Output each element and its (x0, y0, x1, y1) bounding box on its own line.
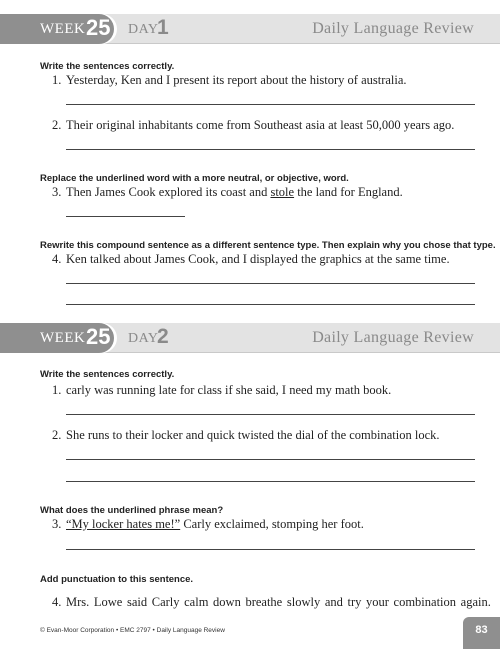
day-label: DAY (128, 331, 159, 346)
exercise-item (52, 383, 391, 398)
answer-line[interactable] (66, 481, 475, 482)
instruction: Add punctuation to this sentence. (40, 574, 194, 585)
instruction: Rewrite this compound sentence as a different sentence type. Then explain why you chose that type. (40, 240, 496, 251)
section-title: Daily Language Review (312, 20, 474, 37)
day-header-band (0, 323, 500, 353)
instruction: What does the underlined phrase mean? (40, 505, 224, 516)
exercise-item (52, 428, 440, 443)
item-number: 3. (52, 185, 62, 199)
item-number: 4. (52, 252, 62, 266)
item-text: She runs to their locker and quick twisted the dial of the combination lock. (66, 428, 440, 442)
week-number: 25 (86, 15, 111, 40)
underlined-phrase: “My locker hates me!” (66, 517, 181, 531)
item-text: carly was running late for class if she said, I need my math book. (66, 383, 392, 397)
answer-line[interactable] (66, 283, 475, 284)
day-label: DAY (128, 22, 159, 37)
answer-line[interactable] (66, 149, 475, 150)
answer-line[interactable] (66, 549, 475, 550)
item-text: Yesterday, Ken and I present its report about the history of australia. (66, 73, 407, 87)
instruction: Write the sentences correctly. (40, 369, 175, 380)
footer-credit: © Evan-Moor Corporation • EMC 2797 • Daily Language Review (40, 627, 225, 634)
item-number: 2. (52, 118, 62, 132)
item-text: the land for England. (294, 185, 403, 199)
exercise-item (52, 517, 364, 532)
answer-line[interactable] (66, 216, 185, 217)
week-label: WEEK (40, 21, 86, 37)
week-number: 25 (86, 324, 111, 349)
item-number: 2. (52, 428, 62, 442)
answer-line[interactable] (66, 414, 475, 415)
exercise-item (52, 595, 491, 610)
exercise-item (52, 73, 407, 88)
item-text: Ken talked about James Cook, and I displayed the graphics at the same time. (66, 252, 450, 266)
exercise-item (52, 185, 403, 200)
item-number: 1. (52, 73, 62, 87)
answer-line[interactable] (66, 104, 475, 105)
exercise-item (52, 252, 450, 267)
day-number: 2 (157, 325, 169, 348)
exercise-item (52, 118, 454, 133)
item-number: 4. (52, 595, 62, 609)
week-label: WEEK (40, 330, 86, 346)
section-title: Daily Language Review (312, 329, 474, 346)
instruction: Replace the underlined word with a more neutral, or objective, word. (40, 173, 349, 184)
page-number-tab (463, 617, 500, 649)
underlined-word: stole (270, 185, 295, 199)
item-text: Then James Cook explored its coast and (66, 185, 271, 199)
answer-line[interactable] (66, 304, 475, 305)
day-number: 1 (157, 16, 169, 39)
item-text: Their original inhabitants come from Southeast asia at least 50,000 years ago. (66, 118, 455, 132)
day-header-band (0, 14, 500, 44)
item-text: Mrs. Lowe said Carly calm down breathe slowly and try your combination again. (66, 595, 491, 609)
answer-line[interactable] (66, 459, 475, 460)
page-number: 83 (475, 624, 488, 636)
item-number: 3. (52, 517, 62, 531)
item-text: Carly exclaimed, stomping her foot. (180, 517, 364, 531)
instruction: Write the sentences correctly. (40, 61, 175, 72)
item-number: 1. (52, 383, 62, 397)
